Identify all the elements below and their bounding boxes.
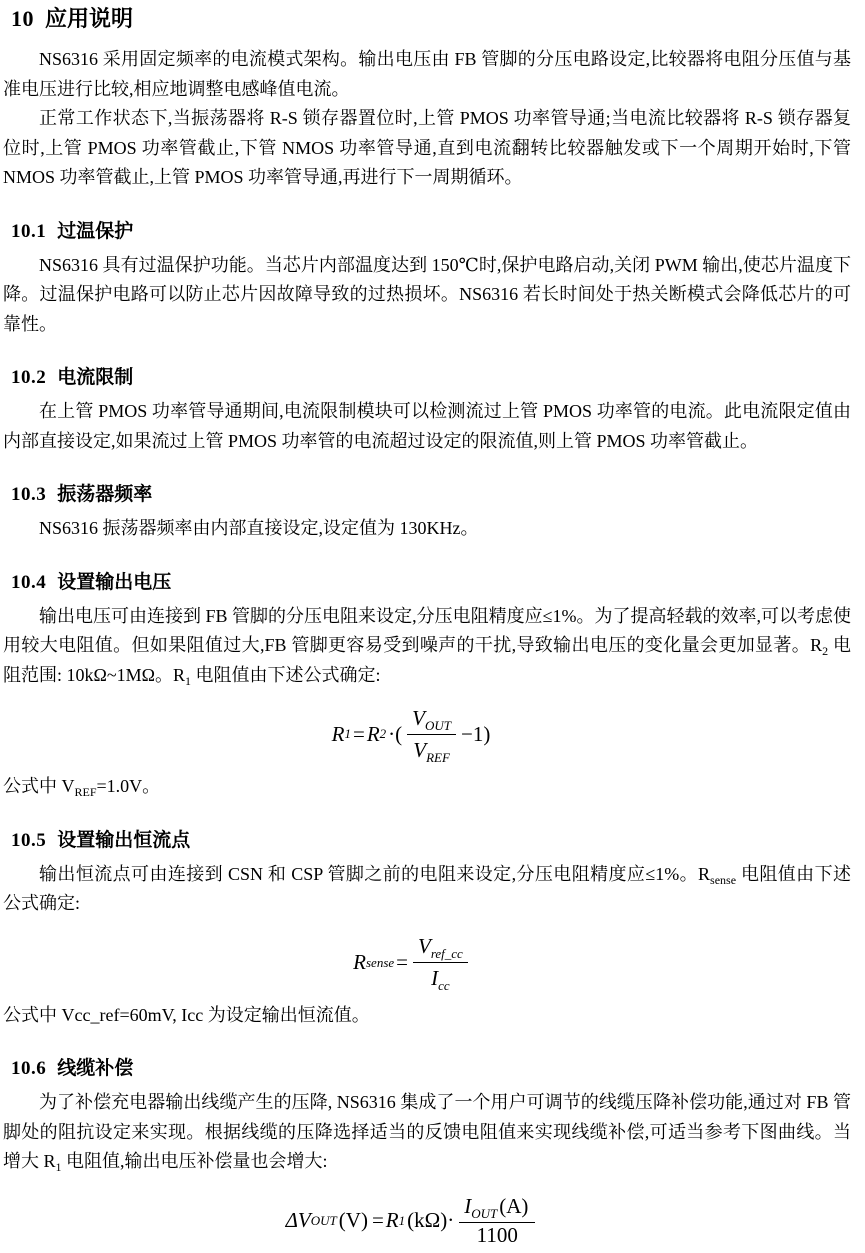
equals-sign: = bbox=[371, 1208, 384, 1232]
multiply-open-paren: ·( bbox=[388, 721, 403, 746]
intro-paragraph-1: NS6316 采用固定频率的电流模式架构。输出电压由 FB 管脚的分压电路设定,比较器将电阻分压值与基准电压进行比较,相应地调整电感峰值电流。 bbox=[3, 49, 851, 99]
paragraph-text: 为了补偿充电器输出线缆产生的压降, NS6316 集成了一个用户可调节的线缆压降补偿功能,通过对 FB 管脚处的阻抗设定来实现。根据线缆的压降选择适当的反馈电阻值来实现线缆补偿,可适当参考下图曲线。当增大 R bbox=[3, 1092, 851, 1171]
subscript-r1: 1 bbox=[185, 673, 192, 688]
formula-var: I bbox=[431, 966, 439, 990]
section-title: 设置输出恒流点 bbox=[57, 829, 191, 851]
formula-var: R bbox=[353, 950, 366, 974]
equals-sign: = bbox=[352, 721, 365, 746]
formula-var: R bbox=[331, 721, 345, 746]
paragraph-text: 输出恒流点可由连接到 CSN 和 CSP 管脚之前的电阻来设定,分压电阻精度应≤1%。R bbox=[39, 863, 711, 884]
section-title: 设置输出电压 bbox=[57, 571, 172, 593]
formula-output-voltage-r1: R 1 = R 2 ·( $\frac{V_{OUT}}{V_{REF}}$ −1) bbox=[331, 705, 491, 765]
paragraph-text: 电阻值,输出电压补偿量也会增大: bbox=[61, 1151, 328, 1171]
subscript-ref: REF bbox=[74, 785, 97, 799]
formula-var: I bbox=[464, 1193, 472, 1218]
formula-tail: −1) bbox=[461, 721, 491, 746]
section-title: 振荡器频率 bbox=[57, 484, 153, 505]
formula-cable-compensation: ΔV OUT (V) = R 1 (kΩ)· $\frac{I_{OUT}(A)}{1100}$ bbox=[3, 1189, 821, 1253]
section-title: 过温保护 bbox=[57, 220, 134, 242]
fraction-numerator bbox=[413, 934, 468, 963]
note-text: =1.0V。 bbox=[96, 776, 161, 796]
fraction-denominator bbox=[413, 735, 450, 763]
equals-sign: = bbox=[396, 950, 408, 974]
formula-var: R bbox=[366, 721, 380, 746]
fraction bbox=[413, 934, 468, 991]
subscript-r2: 2 bbox=[822, 644, 829, 658]
subscript-r1: 1 bbox=[55, 1160, 62, 1174]
page-title-number: 10 bbox=[11, 6, 34, 31]
section-heading-10-6 bbox=[11, 1057, 851, 1081]
page-title bbox=[11, 6, 851, 32]
section-10-5-paragraph bbox=[3, 860, 851, 919]
formula-var: V bbox=[418, 934, 431, 958]
formula-subscript: OUT bbox=[424, 717, 451, 733]
section-number: 10.2 bbox=[11, 367, 47, 388]
fraction bbox=[407, 706, 456, 763]
section-10-6-paragraph bbox=[3, 1088, 851, 1177]
fraction-denominator bbox=[431, 963, 450, 991]
formula-var: V bbox=[413, 737, 427, 762]
fraction-denominator: 1100 bbox=[476, 1222, 518, 1247]
paragraph-text: 电阻范围: 10kΩ~1MΩ。R bbox=[3, 635, 851, 685]
section-number: 10.5 bbox=[11, 829, 47, 851]
section-10-2-paragraph: 在上管 PMOS 功率管导通期间,电流限制模块可以检测流过上管 PMOS 功率管的电流。此电流限定值由内部直接设定,如果流过上管 PMOS 功率管的电流超过设定的限流值,则上管 PMOS 功率管截止。 bbox=[3, 401, 851, 451]
paragraph-text: 输出电压可由连接到 FB 管脚的分压电阻来设定,分压电阻精度应≤1%。为了提高轻载的效率,可以考虑使用较大电阻值。但如果阻值过大,FB 管脚更容易受到噪声的干扰,导致输出电压的变化量会更加显著。R bbox=[3, 605, 851, 655]
formula-var: V bbox=[412, 705, 425, 730]
section-title: 线缆补偿 bbox=[57, 1058, 134, 1079]
paragraph-text: 电阻值由下述公式确定: bbox=[3, 863, 851, 913]
section-number: 10.3 bbox=[11, 484, 47, 505]
formula-subscript: OUT bbox=[471, 1205, 498, 1221]
section-number: 10.4 bbox=[11, 571, 47, 593]
note-text: 公式中 V bbox=[3, 776, 75, 796]
section-heading-10-5 bbox=[11, 829, 851, 853]
formula-subscript: ref_cc bbox=[430, 946, 463, 961]
section-10-1-paragraph: NS6316 具有过温保护功能。当芯片内部温度达到 150℃时,保护电路启动,关闭 PWM 输出,使芯片温度下降。过温保护电路可以防止芯片因故障导致的过热损坏。NS6316 若长时间处于热关断模式会降低芯片的可靠性。 bbox=[3, 254, 851, 334]
section-number: 10.6 bbox=[11, 1058, 47, 1079]
formula-var: R bbox=[385, 1208, 399, 1232]
section-heading-10-3 bbox=[11, 483, 851, 507]
formula-note-vcc-ref: 公式中 Vcc_ref=60mV, Icc 为设定输出恒流值。 bbox=[3, 1004, 370, 1025]
formula-rsense: R sense = $\frac{V_{ref\_cc}}{I_{cc}}$ bbox=[3, 931, 821, 995]
formula-var: ΔV bbox=[285, 1208, 311, 1232]
fraction bbox=[459, 1194, 535, 1248]
section-heading-10-2 bbox=[11, 366, 851, 390]
fraction-numerator bbox=[407, 706, 456, 735]
paragraph-text: 电阻值由下述公式确定: bbox=[191, 664, 381, 685]
page-title-text: 应用说明 bbox=[45, 6, 134, 31]
paren-multiply: (kΩ)· bbox=[407, 1208, 455, 1232]
section-title: 电流限制 bbox=[57, 367, 134, 388]
formula-subscript: REF bbox=[426, 749, 450, 765]
intro-paragraph-2: 正常工作状态下,当振荡器将 R-S 锁存器置位时,上管 PMOS 功率管导通;当电流比较器将 R-S 锁存器复位时,上管 PMOS 功率管截止,下管 NMOS 功率管导通,直到电流翻转比较器触发或下一个周期开始时,下管 NMOS 功率管截止,上管 PMOS 功率管导通,再进行下一周期循环。 bbox=[3, 108, 851, 187]
section-heading-10-1 bbox=[11, 220, 851, 244]
section-10-4-paragraph bbox=[3, 602, 851, 691]
formula-subscript: cc bbox=[438, 978, 450, 993]
section-10-3-paragraph: NS6316 振荡器频率由内部直接设定,设定值为 130KHz。 bbox=[39, 518, 479, 538]
subscript-sense: sense bbox=[710, 872, 737, 887]
paren: (V) bbox=[338, 1208, 368, 1232]
paren: (A) bbox=[499, 1193, 529, 1218]
section-number: 10.1 bbox=[11, 220, 47, 242]
fraction-numerator bbox=[459, 1194, 535, 1223]
formula-note-vref bbox=[3, 772, 851, 802]
section-heading-10-4 bbox=[11, 571, 851, 595]
